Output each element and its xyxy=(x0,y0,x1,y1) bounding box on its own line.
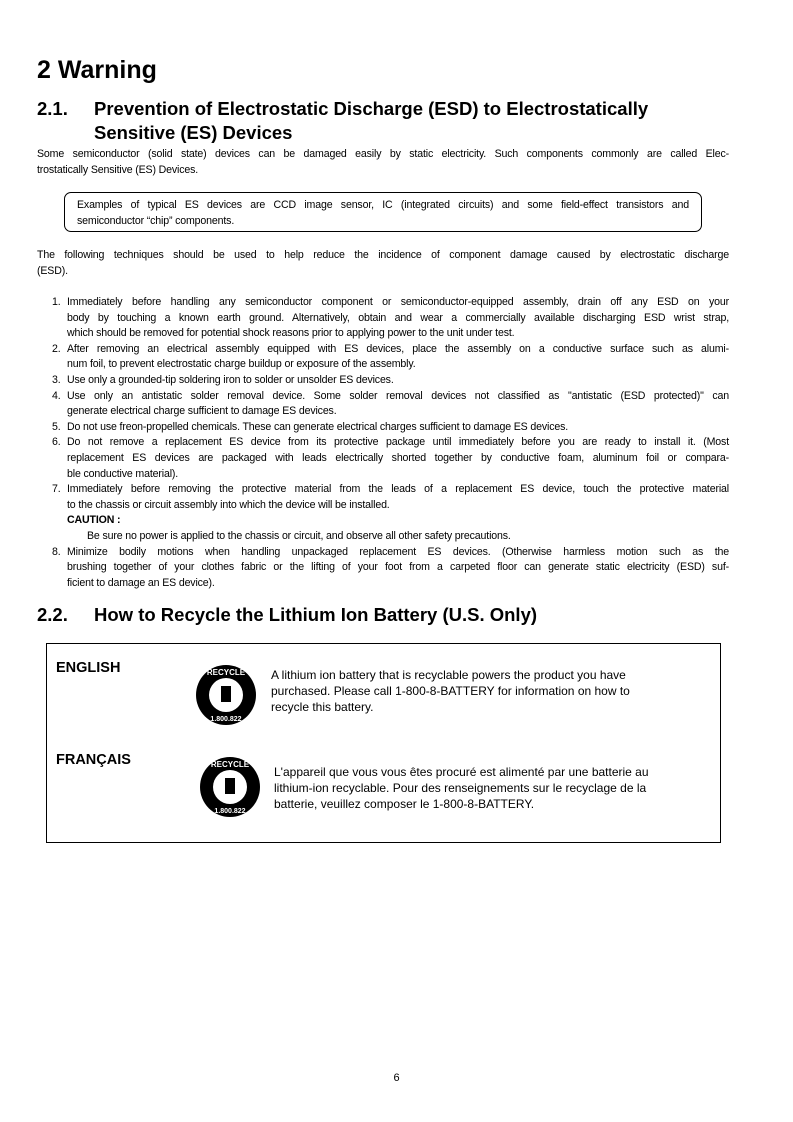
example-box xyxy=(64,192,702,232)
text-line: Minimize bodily motions when handling unpackaged replacement ES devices. (Otherwise harmless motion such as the xyxy=(67,545,729,558)
list-item xyxy=(37,435,729,482)
list-item xyxy=(37,295,729,342)
text-line: Do not use freon-propelled chemicals. These can generate electrical charges sufficient to damage ES devices. xyxy=(67,420,569,433)
text-line: recycle this battery. xyxy=(271,700,374,714)
french-text xyxy=(274,764,649,812)
list-number: 4. xyxy=(52,389,61,402)
text-line: After removing an electrical assembly equipped with ES devices, place the assembly on a conductive surface such as alumi- xyxy=(67,342,729,355)
text-line: Do not remove a replacement ES device from its protective package until immediately before you are ready to install it. (Most xyxy=(67,436,729,449)
title-line: Sensitive (ES) Devices xyxy=(94,122,293,143)
list-item xyxy=(37,342,729,373)
text-line: A lithium ion battery that is recyclable powers the product you have xyxy=(271,668,626,682)
subsection-title xyxy=(94,97,648,145)
list-item xyxy=(37,420,729,436)
list-number: 3. xyxy=(52,373,61,386)
text-line: ficient to damage an ES device). xyxy=(67,576,215,589)
recycle-box xyxy=(46,643,721,843)
text-line: semiconductor “chip” components. xyxy=(77,214,235,227)
intro-paragraph xyxy=(37,147,729,178)
techniques-list xyxy=(37,295,729,591)
svg-text:RECYCLE: RECYCLE xyxy=(206,668,246,677)
list-number: 8. xyxy=(52,545,61,558)
svg-text:RECYCLE: RECYCLE xyxy=(210,760,250,769)
list-number: 6. xyxy=(52,436,61,449)
text-line: Immediately before removing the protective material from the leads of a replacement ES device, touch the protective material xyxy=(67,483,729,496)
list-item xyxy=(37,389,729,420)
language-label-french: FRANÇAIS xyxy=(56,752,131,768)
list-number: 1. xyxy=(52,296,61,308)
text-line: Some semiconductor (solid state) devices can be damaged easily by static electricity. Such components commonly are called Elec- xyxy=(37,148,729,160)
recycle-logo-icon xyxy=(195,664,257,726)
text-line: replacement ES devices are packaged with leads electrically shorted together by conductive foam, aluminum foil or compara- xyxy=(67,451,729,464)
text-line: Use only an antistatic solder removal device. Some solder removal devices not classified as "antistatic (ESD protected)" can xyxy=(67,389,729,402)
text-line: Examples of typical ES devices are CCD image sensor, IC (integrated circuits) and some field-effect transistors and xyxy=(77,199,689,211)
language-label-english: ENGLISH xyxy=(56,660,121,676)
section-heading: 2 Warning xyxy=(37,56,157,84)
list-number: 5. xyxy=(52,420,61,433)
list-item xyxy=(37,373,729,389)
text-line: L'appareil que vous vous êtes procuré est alimenté par une batterie au xyxy=(274,765,649,779)
text-line: num foil, to prevent electrostatic charge buildup or exposure of the assembly. xyxy=(67,358,416,371)
list-number: 2. xyxy=(52,342,61,355)
svg-text:1.800.822: 1.800.822 xyxy=(210,716,242,723)
title-line: Prevention of Electrostatic Discharge (ESD) to Electrostatically xyxy=(94,98,649,119)
text-line: trostatically Sensitive (ES) Devices. xyxy=(37,163,199,176)
caution-text: Be sure no power is applied to the chassis or circuit, and observe all other safety precautions. xyxy=(87,529,511,542)
english-text xyxy=(271,667,630,715)
text-line: ble conductive material). xyxy=(67,467,179,480)
text-line: body by touching a known earth ground. Alternatively, obtain and wear a commercially available discharging ESD wrist strap, xyxy=(67,311,729,324)
text-line: The following techniques should be used to help reduce the incidence of component damage caused by electrostatic discharge xyxy=(37,249,729,261)
caution-label: CAUTION : xyxy=(67,514,121,527)
techniques-paragraph xyxy=(37,248,729,279)
text-line: batterie, veuillez composer le 1-800-8-BATTERY. xyxy=(274,797,535,811)
text-line: brushing together of your clothes fabric or the lifting of your foot from a carpeted floor can generate static electricity (ESD) suf- xyxy=(67,561,729,574)
list-item xyxy=(37,545,729,592)
text-line: Immediately before handling any semiconductor component or semiconductor-equipped assembly, drain off any ESD on your xyxy=(67,296,729,308)
text-line: generate electrical charge sufficient to damage ES devices. xyxy=(67,405,337,418)
text-line: (ESD). xyxy=(37,264,68,277)
recycle-logo-icon xyxy=(199,756,261,818)
subsection-title: How to Recycle the Lithium Ion Battery (U.S. Only) xyxy=(94,604,538,625)
text-line: to the chassis or circuit assembly into which the device will be installed. xyxy=(67,498,390,511)
list-item xyxy=(37,482,729,544)
text-line: lithium-ion recyclable. Pour des renseignements sur le recyclage de la xyxy=(274,781,647,795)
svg-text:1.800.822: 1.800.822 xyxy=(214,808,246,815)
subsection-number: 2.1. xyxy=(37,98,68,119)
page-number: 6 xyxy=(393,1072,400,1084)
text-line: which should be removed for potential shock reasons prior to applying power to the unit under test. xyxy=(67,327,515,340)
list-number: 7. xyxy=(52,483,61,496)
text-line: Use only a grounded-tip soldering iron to solder or unsolder ES devices. xyxy=(67,373,394,386)
subsection-number: 2.2. xyxy=(37,604,68,625)
text-line: purchased. Please call 1-800-8-BATTERY for information on how to xyxy=(271,684,630,698)
